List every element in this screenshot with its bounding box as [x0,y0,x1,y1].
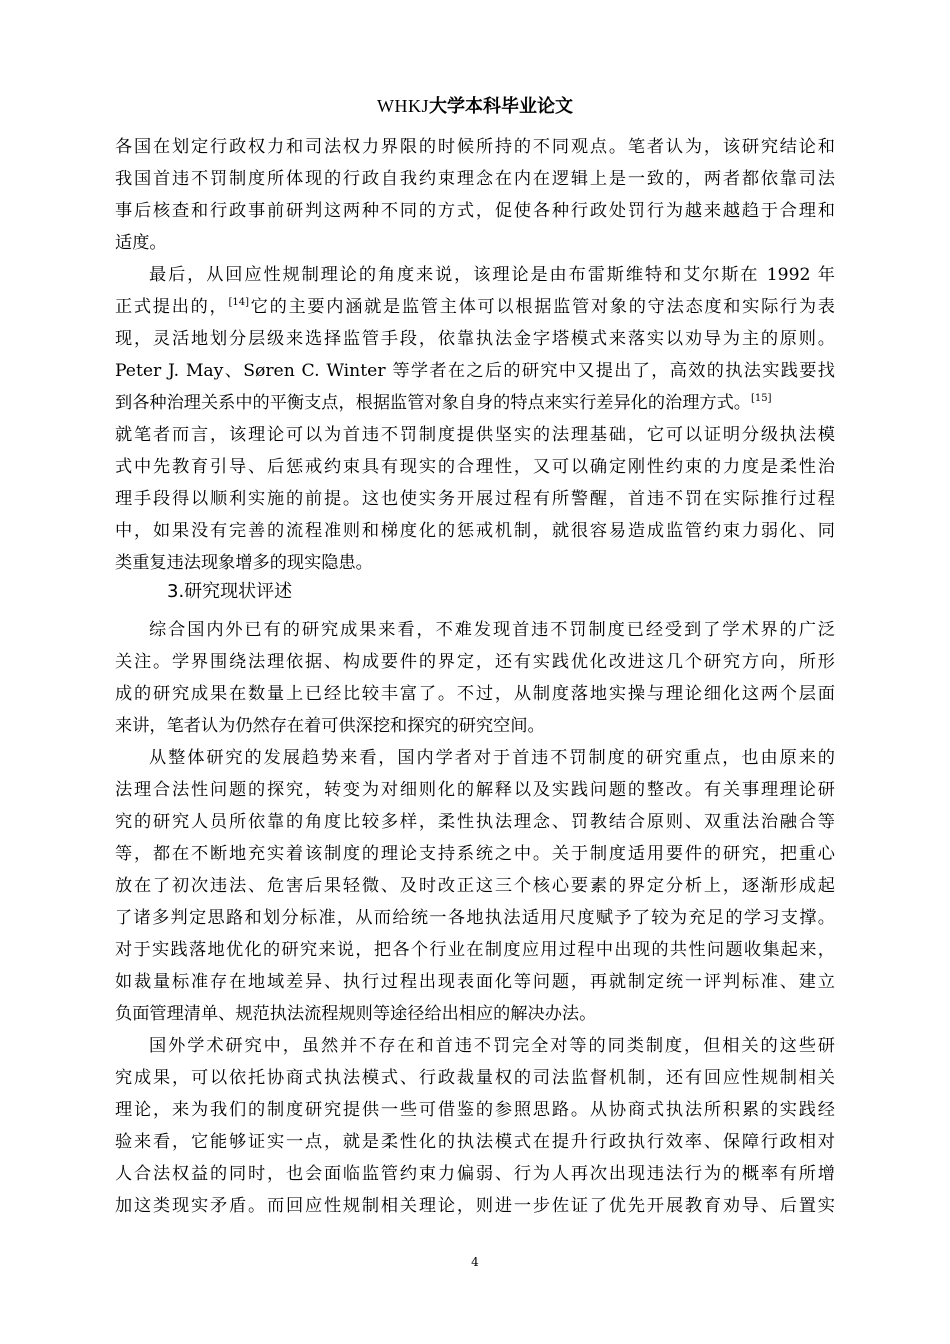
body-line: 人合法权益的同时，也会面临监管约束力偏弱、行为人再次出现违法行为的概率有所增 [115,1164,835,1184]
body-line: 如裁量标准存在地域差异、执行过程出现表面化等问题，再就制定统一评判标准、建立 [115,972,835,992]
body-line: 究成果，可以依托协商式执法模式、行政裁量权的司法监督机制，还有回应性规制相关 [115,1068,835,1088]
body-line: 来讲，笔者认为仍然存在着可供深挖和探究的研究空间。 [115,716,545,736]
citation-15: [15] [750,393,772,404]
body-line: 究的研究人员所依靠的角度比较多样，柔性执法理念、罚教结合原则、双重法治融合等 [115,812,835,832]
body-line: 事后核查和行政事前研判这两种不同的方式，促使各种行政处罚行为越来越趋于合理和 [115,201,835,221]
page-header [0,94,950,119]
body-line: 中，如果没有完善的流程准则和梯度化的惩戒机制，就很容易造成监管约束力弱化、同 [115,521,835,541]
header-title: 大学本科毕业论文 [429,96,573,117]
section-heading: 3.研究现状评述 [167,581,293,602]
header-prefix: WHKJ [377,96,429,116]
body-line: 就笔者而言，该理论可以为首违不罚制度提供坚实的法理基础，它可以证明分级执法模 [115,425,835,445]
body-line: 各国在划定行政权力和司法权力界限的时候所持的不同观点。笔者认为，该研究结论和 [115,137,835,157]
body-line: 适度。 [115,233,167,253]
body-line: 综合国内外已有的研究成果来看，不难发现首违不罚制度已经受到了学术界的广泛 [149,620,835,640]
body-line: 现，灵活地划分层级来选择监管手段，依靠执法金字塔模式来落实以劝导为主的原则。 [115,329,835,349]
body-line: 验来看，它能够证实一点，就是柔性化的执法模式在提升行政执行效率、保障行政相对 [115,1132,835,1152]
body-line: 理论，来为我们的制度研究提供一些可借鉴的参照思路。从协商式执法所积累的实践经 [115,1100,835,1120]
body-line-with-citation [115,387,771,419]
body-line: 了诸多判定思路和划分标准，从而给统一各地执法适用尺度赋予了较为充足的学习支撑。 [115,908,835,928]
page-number: 4 [471,1255,479,1269]
citation-14: [14] [228,297,249,308]
body-line: 关注。学界围绕法理依据、构成要件的界定，还有实践优化改进这几个研究方向，所形 [115,652,835,672]
body-line: 从整体研究的发展趋势来看，国内学者对于首违不罚制度的研究重点，也由原来的 [149,748,835,768]
body-line: 对于实践落地优化的研究来说，把各个行业在制度应用过程中出现的共性问题收集起来， [115,940,835,960]
body-line: 负面管理清单、规范执法流程规则等途径给出相应的解决办法。 [115,1004,597,1024]
text-segment: 正式提出的， [115,297,229,317]
body-line: 等，都在不断地充实着该制度的理论支持系统之中。关于制度适用要件的研究，把重心 [115,844,835,864]
text-segment: 它的主要内涵就是监管主体可以根据监管对象的守法态度和实际行为表 [248,297,835,317]
text-segment: 到各种治理关系中的平衡支点，根据监管对象自身的特点来实行差异化的治理方式。 [115,393,751,413]
body-line: 法理合法性问题的探究，转变为对细则化的解释以及实践问题的整改。有关事理理论研 [115,780,835,800]
body-line-with-citation [115,291,835,323]
body-line: 成的研究成果在数量上已经比较丰富了。不过，从制度落地实操与理论细化这两个层面 [115,684,835,704]
body-line: 我国首违不罚制度所体现的行政自我约束理念在内在逻辑上是一致的，两者都依靠司法 [115,169,835,189]
body-line: 放在了初次违法、危害后果轻微、及时改正这三个核心要素的界定分析上，逐渐形成起 [115,876,835,896]
body-line: 最后，从回应性规制理论的角度来说，该理论是由布雷斯维特和艾尔斯在 1992 年 [149,265,835,285]
body-line: 式中先教育引导、后惩戒约束具有现实的合理性，又可以确定刚性约束的力度是柔性治 [115,457,835,477]
body-line: Peter J. May、Søren C. Winter 等学者在之后的研究中又提出了，高效的执法实践要找 [115,361,835,381]
body-line: 理手段得以顺利实施的前提。这也使实务开展过程有所警醒，首违不罚在实际推行过程 [115,489,835,509]
body-line: 加这类现实矛盾。而回应性规制相关理论，则进一步佐证了优先开展教育劝导、后置实 [115,1196,835,1216]
body-line: 国外学术研究中，虽然并不存在和首违不罚完全对等的同类制度，但相关的这些研 [149,1036,835,1056]
body-line: 类重复违法现象增多的现实隐患。 [115,553,373,573]
